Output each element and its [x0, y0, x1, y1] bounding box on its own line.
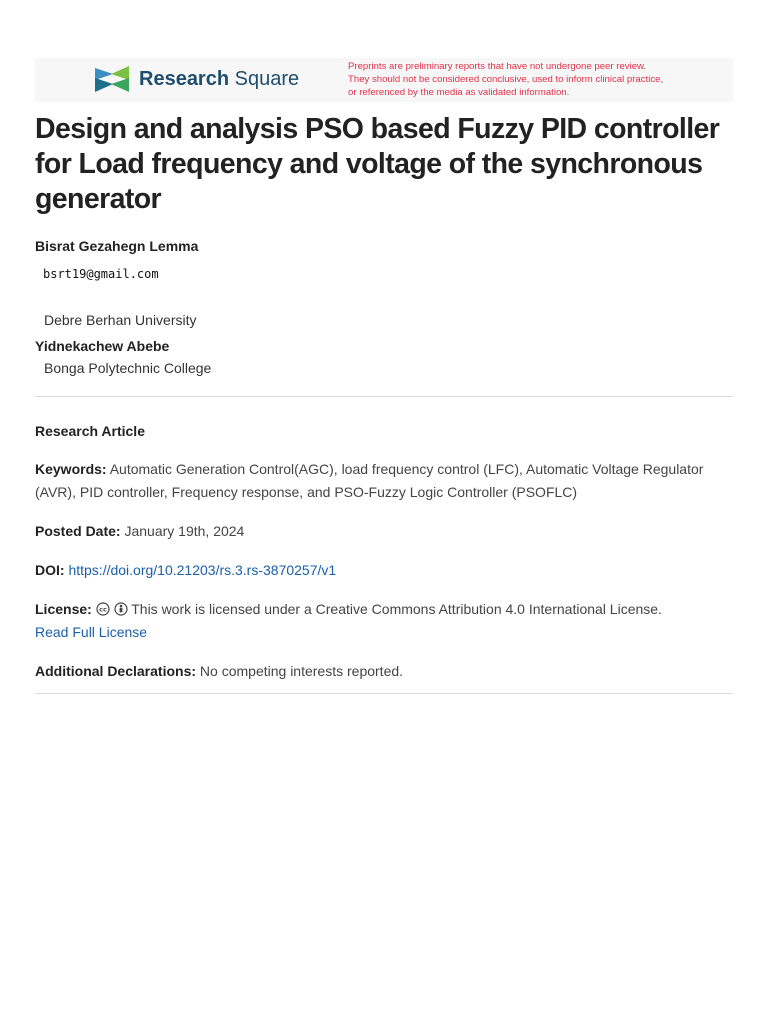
- svg-text:cc: cc: [98, 605, 107, 614]
- divider-bottom: [35, 693, 733, 694]
- declarations-value: No competing interests reported.: [199, 663, 404, 679]
- posted-date-label: Posted Date:: [35, 523, 121, 539]
- declarations-field: [35, 660, 725, 683]
- doi-link[interactable]: https://doi.org/10.21203/rs.3.rs-3870257/v1: [68, 562, 337, 578]
- paper-title: Design and analysis PSO based Fuzzy PID controller for Load frequency and voltage of the synchronous generator: [35, 113, 720, 215]
- article-type-label: Research Article: [35, 423, 145, 439]
- doi-label: DOI:: [35, 562, 65, 578]
- article-type: [35, 420, 725, 443]
- research-square-logo[interactable]: [93, 64, 299, 94]
- logo-wordmark: Research Square: [139, 67, 300, 90]
- declarations-label: Additional Declarations:: [35, 663, 197, 679]
- author-email-1[interactable]: bsrt19@gmail.com: [43, 267, 159, 281]
- author-affiliation-2: Bonga Polytechnic College: [44, 360, 212, 376]
- keywords-value: Automatic Generation Control(AGC), load frequency control (LFC), Automatic Voltage Regulator (AVR), PID controller, Frequency response, and PSO-Fuzzy Logic Controller (PSOFLC): [35, 461, 704, 500]
- keywords-label: Keywords:: [35, 461, 107, 477]
- license-value: This work is licensed under a Creative Commons Attribution 4.0 International License.: [131, 601, 662, 617]
- divider-top: [35, 396, 733, 397]
- cc-icon: [96, 602, 110, 616]
- research-square-logo-icon: [93, 64, 131, 94]
- by-icon: [114, 602, 128, 616]
- disclaimer-line: Preprints are preliminary reports that have not undergone peer review.: [348, 61, 647, 72]
- read-full-license-link[interactable]: Read Full License: [35, 624, 148, 640]
- author-name-2: Yidnekachew Abebe: [35, 338, 170, 354]
- doi-field: [35, 559, 725, 582]
- disclaimer-line: or referenced by the media as validated information.: [348, 87, 570, 98]
- posted-date-field: [35, 520, 725, 543]
- posted-date-value: January 19th, 2024: [124, 523, 245, 539]
- license-label: License:: [35, 601, 92, 617]
- author-affiliation-1: Debre Berhan University: [44, 312, 197, 328]
- disclaimer-line: They should not be considered conclusive, used to inform clinical practice,: [348, 74, 664, 85]
- author-name-1: Bisrat Gezahegn Lemma: [35, 238, 199, 254]
- preprint-disclaimer: [348, 60, 728, 99]
- license-field: [35, 598, 725, 644]
- preprint-banner: [35, 58, 733, 102]
- keywords-field: [35, 458, 725, 504]
